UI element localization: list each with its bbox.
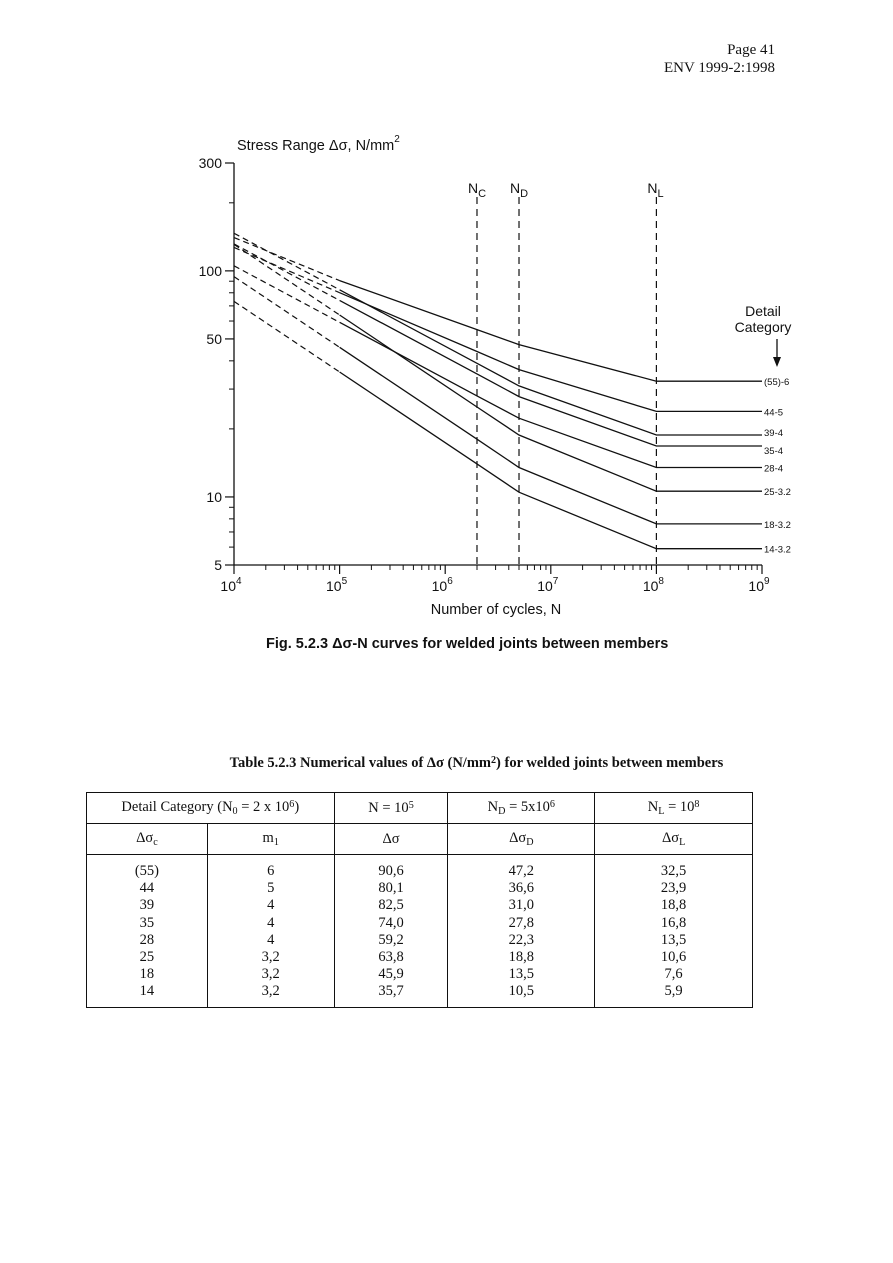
series-label: 25-3.2 <box>764 487 791 499</box>
page-number: Page 41 <box>727 42 775 58</box>
cell: 28 <box>87 932 208 949</box>
header-nl: $N_L = 10^8$ <box>595 793 753 824</box>
table-row <box>87 897 753 914</box>
cell: 23,9 <box>595 880 753 897</box>
table-caption <box>0 755 893 772</box>
header-n: $N = 10^5$ <box>334 793 448 824</box>
cell: 18,8 <box>448 949 595 966</box>
series-line-14-3.2 <box>340 372 762 549</box>
cell: 36,6 <box>448 880 595 897</box>
header-nd: $N_D = 5x10^6$ <box>448 793 595 824</box>
y-tick-label: 5 <box>214 557 222 573</box>
cell: (55) <box>87 855 208 881</box>
series-label: 18-3.2 <box>764 519 791 531</box>
cell: 6 <box>207 855 334 881</box>
cell: 4 <box>207 932 334 949</box>
table-subheader-row <box>87 824 753 855</box>
subheader-delta-sigma: Δσ <box>334 824 448 855</box>
x-tick-label: $10^8$ <box>642 576 664 594</box>
y-axis-title: Stress Range Δσ, $N/mm^2$ <box>237 134 400 154</box>
subheader-m1: $m_1$ <box>207 824 334 855</box>
series-dashed-25-3.2 <box>234 244 340 315</box>
cell: 7,6 <box>595 966 753 983</box>
header-detail-category: Detail Category ($N_0 = 2$ x $10^6$) <box>87 793 335 824</box>
table-caption-pre: Table 5.2.3 Numerical values of Δσ (N/mm <box>229 755 491 771</box>
cell: 4 <box>207 897 334 914</box>
table-row <box>87 966 753 983</box>
cell: 35,7 <box>334 983 448 1007</box>
values-table <box>86 792 753 1008</box>
series-dashed-44-5 <box>234 247 340 292</box>
subheader-delta-sigma-c: $\Delta\sigma_c$ <box>87 824 208 855</box>
cell: 59,2 <box>334 932 448 949</box>
cell: 14 <box>87 983 208 1007</box>
x-axis-title: Number of cycles, N <box>430 602 562 618</box>
figure-caption: Fig. 5.2.3 Δσ-N curves for welded joints between members <box>266 636 669 652</box>
cell: 3,2 <box>207 966 334 983</box>
document-id: ENV 1999-2:1998 <box>664 60 775 76</box>
cell: 4 <box>207 915 334 932</box>
legend-title-line2: Category <box>734 319 792 335</box>
cell: 5,9 <box>595 983 753 1007</box>
table-row <box>87 983 753 1007</box>
table-row <box>87 855 753 881</box>
cell: 18 <box>87 966 208 983</box>
cell: 13,5 <box>448 966 595 983</box>
cell: 16,8 <box>595 915 753 932</box>
cell: 35 <box>87 915 208 932</box>
subheader-delta-sigma-l: $\Delta\sigma_L$ <box>595 824 753 855</box>
table-row <box>87 915 753 932</box>
y-tick-label: 300 <box>198 155 222 171</box>
cell: 82,5 <box>334 897 448 914</box>
series-dashed-39-4 <box>234 233 340 290</box>
table-caption-sup: 2 <box>490 755 497 766</box>
reference-label-c: $N_C$ <box>467 180 487 200</box>
cell: 22,3 <box>448 932 595 949</box>
series-dashed-28-4 <box>234 266 340 323</box>
table-row <box>87 932 753 949</box>
sn-curve-chart <box>0 0 893 630</box>
series-line-25-3.2 <box>340 315 762 491</box>
x-tick-label: $10^4$ <box>220 576 242 594</box>
cell: 39 <box>87 897 208 914</box>
table-header-row <box>87 793 753 824</box>
y-tick-label: 100 <box>198 262 222 279</box>
series-label: 44-5 <box>764 407 784 419</box>
series-label: 14-3.2 <box>764 544 791 556</box>
cell: 63,8 <box>334 949 448 966</box>
cell: 74,0 <box>334 915 448 932</box>
cell: 45,9 <box>334 966 448 983</box>
reference-label-l: $N_L$ <box>647 180 664 200</box>
cell: 44 <box>87 880 208 897</box>
series-line-(55)-6 <box>340 281 762 382</box>
cell: 90,6 <box>334 855 448 881</box>
cell: 10,6 <box>595 949 753 966</box>
x-tick-label: $10^7$ <box>537 576 559 594</box>
series-dashed-35-4 <box>234 244 340 301</box>
series-label: 28-4 <box>764 463 784 475</box>
y-tick-label: 10 <box>206 488 222 505</box>
cell: 18,8 <box>595 897 753 914</box>
cell: 80,1 <box>334 880 448 897</box>
cell: 5 <box>207 880 334 897</box>
cell: 27,8 <box>448 915 595 932</box>
series-label: (55)-6 <box>764 377 790 389</box>
cell: 3,2 <box>207 983 334 1007</box>
table-caption-post: ) for welded joints between members <box>496 755 724 771</box>
cell: 32,5 <box>595 855 753 881</box>
table-row <box>87 880 753 897</box>
cell: 47,2 <box>448 855 595 881</box>
cell: 3,2 <box>207 949 334 966</box>
table-row <box>87 949 753 966</box>
series-dashed-(55)-6 <box>234 238 340 281</box>
x-tick-label: $10^5$ <box>326 576 348 594</box>
x-tick-label: $10^6$ <box>431 576 453 594</box>
legend-title-line1: Detail <box>745 303 781 319</box>
cell: 31,0 <box>448 897 595 914</box>
x-tick-label: $10^9$ <box>748 576 770 594</box>
series-label: 35-4 <box>764 446 784 458</box>
cell: 10,5 <box>448 983 595 1007</box>
y-tick-label: 50 <box>206 330 222 347</box>
series-line-39-4 <box>340 290 762 435</box>
reference-label-d: $N_D$ <box>510 180 529 200</box>
cell: 25 <box>87 949 208 966</box>
cell: 13,5 <box>595 932 753 949</box>
subheader-delta-sigma-d: $\Delta\sigma_D$ <box>448 824 595 855</box>
series-line-35-4 <box>340 300 762 446</box>
legend-arrow-head <box>773 357 781 367</box>
series-label: 39-4 <box>764 427 784 439</box>
series-line-44-5 <box>340 293 762 412</box>
